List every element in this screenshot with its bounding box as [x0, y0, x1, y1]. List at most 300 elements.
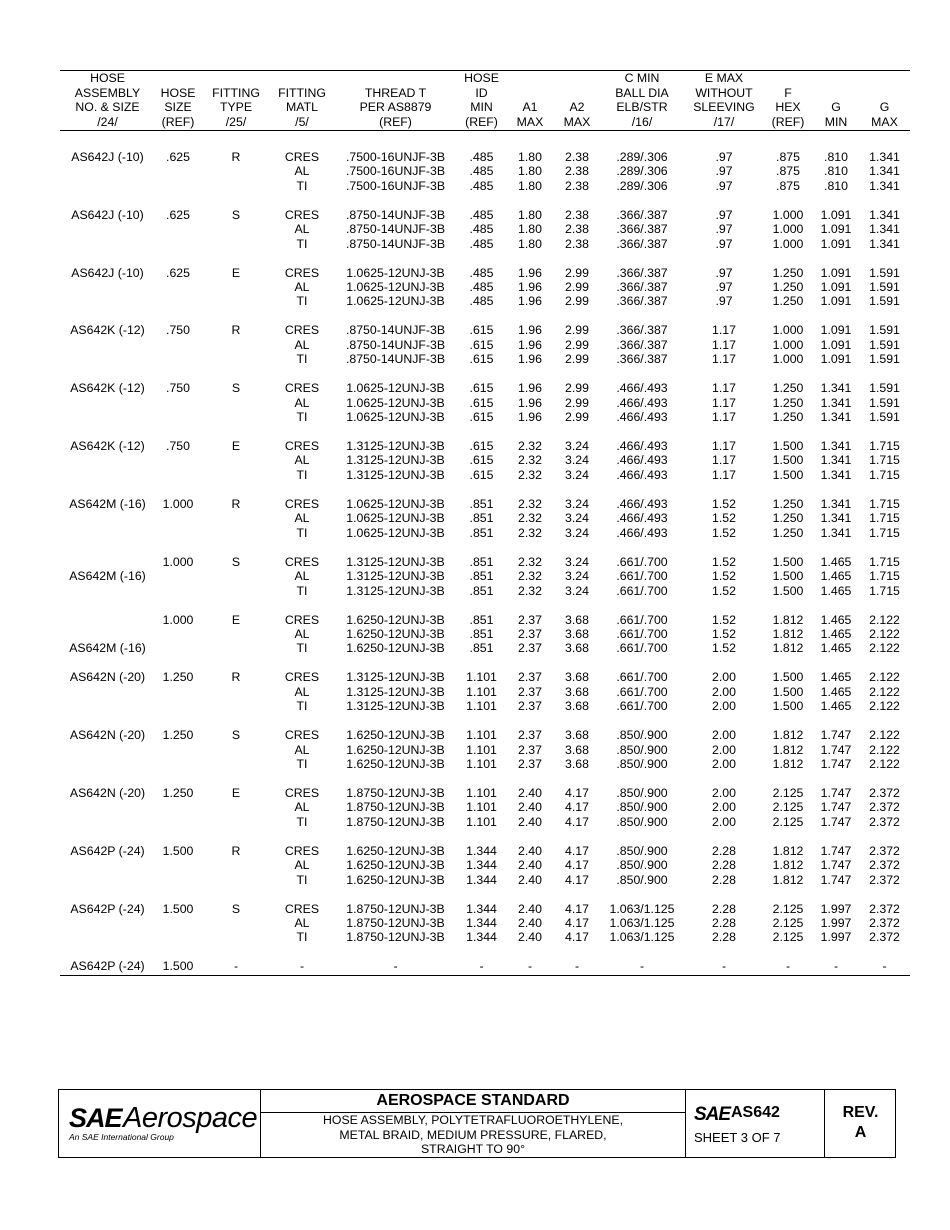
cell-fitting-matl: CRES — [284, 381, 320, 396]
cell-fitting-matl: AL — [294, 858, 310, 873]
cell-thread: 1.6250-12UNJ-3B — [346, 872, 445, 887]
cell-hose-id: 1.101 — [466, 785, 497, 800]
cell-hose-id: .851 — [469, 569, 494, 584]
cell-a1-max: - — [505, 945, 555, 976]
sae-logo: SAE — [69, 1103, 122, 1133]
cell-a1-max: 2.40 — [518, 872, 542, 887]
cell-fitting-matl: TI — [296, 467, 308, 482]
cell-c-min: .466/.493 — [616, 467, 668, 482]
cell-a1-max: 1.96 — [518, 410, 542, 425]
cell-hose-size — [155, 352, 201, 366]
sae-small-logo: SAE — [694, 1104, 731, 1125]
cell-c-min: .661/.700 — [616, 670, 668, 685]
logo-cell — [59, 1090, 261, 1157]
row-group — [60, 309, 910, 367]
cell-assembly — [60, 410, 155, 424]
cell-f-hex: 1.500 — [772, 583, 804, 598]
cell-fitting-matl: TI — [296, 872, 308, 887]
cell-g-max: 1.715 — [869, 453, 900, 468]
cell-e-max: .97 — [715, 294, 733, 309]
cell-a2-max: 3.24 — [565, 511, 589, 526]
cell-g-min: 1.747 — [820, 858, 852, 873]
cell-thread: .7500-16UNJF-3B — [345, 164, 446, 179]
cell-g-min: 1.465 — [820, 626, 852, 641]
cell-g-min: 1.747 — [820, 843, 852, 858]
table-row — [60, 627, 910, 641]
cell-a2-max: 3.68 — [565, 742, 589, 757]
cell-a1-max: 2.32 — [518, 554, 542, 569]
cell-hose-id: 1.101 — [466, 814, 497, 829]
row-group — [60, 714, 910, 772]
cell-g-max: 1.715 — [869, 496, 900, 511]
cell-c-min: 1.063/1.125 — [609, 901, 675, 916]
sheet-label: SHEET — [694, 1130, 738, 1145]
column-header-assembly: HOSE ASSEMBLY NO. & SIZE /24/ — [60, 71, 155, 131]
cell-f-hex: 2.125 — [772, 930, 804, 945]
cell-g-max: 1.341 — [869, 178, 900, 193]
cell-f-hex: 1.812 — [772, 872, 804, 887]
cell-assembly: AS642K (-12) — [70, 381, 145, 396]
cell-a1-max: 2.32 — [518, 525, 542, 540]
sheet-current: 3 — [740, 1130, 748, 1145]
cell-hose-size — [155, 757, 201, 771]
cell-fitting-matl: CRES — [284, 265, 320, 280]
cell-g-max: 1.341 — [869, 236, 900, 251]
cell-c-min: .366/.387 — [616, 265, 668, 280]
cell-f-hex: 1.500 — [772, 684, 804, 699]
cell-g-max: 2.122 — [869, 756, 900, 771]
cell-fitting-matl: AL — [294, 222, 310, 237]
column-header-c-min: C MIN BALL DIA ELB/STR /16/ — [599, 71, 685, 131]
cell-g-max: 2.372 — [869, 814, 900, 829]
cell-hose-id: .615 — [469, 323, 494, 338]
cell-hose-size: .750 — [166, 439, 190, 454]
table-row — [60, 396, 910, 410]
table-row — [60, 815, 910, 829]
cell-thread: 1.0625-12UNJ-3B — [346, 496, 445, 511]
cell-a2-max: 2.99 — [565, 280, 589, 295]
cell-e-max: .97 — [715, 178, 733, 193]
row-group — [60, 656, 910, 714]
cell-f-hex: 1.250 — [772, 410, 804, 425]
cell-assembly — [60, 453, 155, 467]
cell-g-max: 1.715 — [869, 554, 900, 569]
cell-e-max: 1.52 — [712, 511, 736, 526]
description-line-1: HOSE ASSEMBLY, POLYTETRAFLUOROETHYLENE, — [323, 1113, 623, 1127]
cell-fitting-matl: CRES — [284, 150, 320, 164]
cell-assembly — [60, 757, 155, 771]
cell-hose-size — [155, 699, 201, 713]
column-header-hose-size: HOSE SIZE (REF) — [155, 71, 201, 131]
cell-thread: 1.3125-12UNJ-3B — [346, 569, 445, 584]
cell-fitting-type — [201, 584, 271, 598]
cell-thread: 1.6250-12UNJ-3B — [346, 858, 445, 873]
cell-hose-id: - — [458, 945, 505, 976]
cell-g-max: 1.715 — [869, 467, 900, 482]
standard-cell — [261, 1090, 686, 1157]
cell-c-min: .850/.900 — [616, 800, 668, 815]
cell-a2-max: 3.24 — [565, 554, 589, 569]
cell-g-max: 1.591 — [869, 395, 900, 410]
cell-g-min: 1.341 — [820, 410, 852, 425]
cell-c-min: .850/.900 — [616, 785, 668, 800]
cell-fitting-type — [201, 179, 271, 193]
row-group — [60, 887, 910, 945]
cell-g-min: 1.997 — [820, 901, 852, 916]
cell-a2-max: 4.17 — [565, 800, 589, 815]
document-number-cell — [686, 1090, 825, 1157]
cell-f-hex: 1.000 — [772, 207, 804, 222]
cell-a2-max: 3.24 — [565, 467, 589, 482]
cell-thread: .8750-14UNJF-3B — [345, 323, 446, 338]
table-row — [60, 916, 910, 930]
cell-a1-max: 2.40 — [518, 930, 542, 945]
cell-f-hex: - — [763, 945, 813, 976]
cell-g-max: 2.122 — [869, 728, 900, 743]
cell-assembly — [60, 294, 155, 308]
cell-hose-size: .750 — [166, 381, 190, 396]
table-row — [60, 424, 910, 453]
cell-fitting-type — [201, 800, 271, 814]
cell-a2-max: 4.17 — [565, 843, 589, 858]
cell-fitting-type — [201, 627, 271, 641]
cell-fitting-matl: AL — [294, 164, 310, 179]
cell-a1-max: 2.40 — [518, 901, 542, 916]
table-row — [60, 656, 910, 685]
cell-assembly — [60, 396, 155, 410]
cell-g-min: 1.997 — [820, 915, 852, 930]
cell-thread: 1.3125-12UNJ-3B — [346, 467, 445, 482]
cell-a1-max: 2.32 — [518, 467, 542, 482]
cell-hose-size — [155, 873, 201, 887]
cell-c-min: .661/.700 — [616, 699, 668, 714]
cell-c-min: .850/.900 — [616, 858, 668, 873]
cell-g-min: 1.091 — [820, 207, 852, 222]
cell-hose-size — [155, 584, 201, 598]
cell-hose-size — [155, 526, 201, 540]
table-row — [60, 569, 910, 583]
cell-a1-max: 1.96 — [518, 337, 542, 352]
cell-fitting-type — [201, 685, 271, 699]
cell-thread: 1.0625-12UNJ-3B — [346, 381, 445, 396]
cell-g-min: .810 — [824, 178, 848, 193]
cell-g-min: 1.747 — [820, 756, 852, 771]
cell-g-max: 1.591 — [869, 352, 900, 367]
cell-g-min: 1.747 — [820, 814, 852, 829]
cell-hose-id: .851 — [469, 496, 494, 511]
row-group — [60, 945, 910, 976]
cell-assembly — [60, 584, 155, 598]
cell-hose-size — [155, 164, 201, 178]
cell-c-min: .366/.387 — [616, 294, 668, 309]
cell-a2-max: 4.17 — [565, 814, 589, 829]
cell-fitting-type — [201, 222, 271, 236]
cell-assembly: AS642M (-16) — [69, 496, 146, 511]
cell-fitting-matl: AL — [294, 395, 310, 410]
row-group — [60, 598, 910, 656]
description-line-2: METAL BRAID, MEDIUM PRESSURE, FLARED, — [339, 1127, 607, 1142]
cell-thread: 1.8750-12UNJ-3B — [346, 785, 445, 800]
cell-f-hex: .875 — [776, 164, 800, 179]
cell-fitting-type — [201, 511, 271, 525]
cell-f-hex: 1.250 — [772, 265, 804, 280]
cell-e-max: 2.00 — [712, 728, 736, 743]
cell-fitting-matl: TI — [296, 699, 308, 714]
standard-description — [261, 1113, 685, 1157]
column-header-fitting-matl: FITTING MATL /5/ — [271, 71, 333, 131]
cell-e-max: .97 — [715, 265, 733, 280]
cell-fitting-type: S — [231, 728, 241, 743]
cell-c-min: - — [599, 945, 685, 976]
cell-e-max: 2.28 — [712, 872, 736, 887]
cell-e-max: 1.52 — [712, 496, 736, 511]
cell-hose-size: 1.250 — [162, 670, 194, 685]
row-group — [60, 367, 910, 425]
cell-fitting-type: E — [231, 439, 241, 454]
aerospace-logo-text: Aerospace — [123, 1102, 258, 1134]
cell-a2-max: 4.17 — [565, 930, 589, 945]
cell-a1-max: 2.32 — [518, 583, 542, 598]
cell-fitting-matl: TI — [296, 410, 308, 425]
cell-a2-max: 2.99 — [565, 352, 589, 367]
cell-hose-size: .750 — [166, 323, 190, 338]
cell-fitting-matl: CRES — [284, 785, 320, 800]
cell-hose-size — [155, 800, 201, 814]
cell-fitting-matl: TI — [296, 930, 308, 945]
cell-hose-size: 1.500 — [162, 843, 194, 858]
cell-g-min: 1.091 — [820, 352, 852, 367]
cell-hose-size — [155, 237, 201, 251]
cell-thread: .7500-16UNJF-3B — [345, 178, 446, 193]
cell-thread: 1.0625-12UNJ-3B — [346, 395, 445, 410]
cell-a1-max: 2.40 — [518, 785, 542, 800]
cell-hose-id: .615 — [469, 453, 494, 468]
cell-thread: 1.8750-12UNJ-3B — [346, 930, 445, 945]
cell-f-hex: 1.250 — [772, 280, 804, 295]
cell-fitting-type — [201, 743, 271, 757]
cell-g-max: 1.591 — [869, 337, 900, 352]
cell-a1-max: 2.37 — [518, 641, 542, 656]
cell-fitting-type: R — [231, 323, 241, 338]
cell-a2-max: 4.17 — [565, 872, 589, 887]
cell-hose-id: .615 — [469, 381, 494, 396]
cell-fitting-matl: CRES — [284, 496, 320, 511]
cell-fitting-type — [201, 916, 271, 930]
cell-e-max: 1.17 — [712, 323, 736, 338]
cell-fitting-type — [201, 237, 271, 251]
cell-fitting-type: - — [201, 945, 271, 976]
cell-a2-max: 2.99 — [565, 410, 589, 425]
cell-fitting-matl: TI — [296, 236, 308, 251]
table-row — [60, 468, 910, 482]
table-row — [60, 598, 910, 627]
cell-hose-size: 1.000 — [162, 612, 194, 627]
cell-hose-size — [155, 916, 201, 930]
cell-c-min: .466/.493 — [616, 395, 668, 410]
cell-a1-max: 1.96 — [518, 395, 542, 410]
cell-assembly: AS642M (-16) — [69, 569, 146, 584]
cell-a2-max: 2.38 — [565, 207, 589, 222]
cell-fitting-matl: TI — [296, 814, 308, 829]
cell-a2-max: 2.99 — [565, 265, 589, 280]
cell-a2-max: 3.24 — [565, 525, 589, 540]
cell-hose-size — [155, 453, 201, 467]
cell-hose-size — [155, 930, 201, 944]
cell-a2-max: 2.38 — [565, 164, 589, 179]
cell-g-max: 2.372 — [869, 930, 900, 945]
cell-assembly: AS642J (-10) — [71, 265, 144, 280]
cell-g-min: 1.091 — [820, 236, 852, 251]
cell-assembly — [60, 540, 155, 569]
cell-c-min: .289/.306 — [616, 178, 668, 193]
cell-e-max: 2.00 — [712, 670, 736, 685]
cell-thread: 1.6250-12UNJ-3B — [346, 612, 445, 627]
cell-thread: .8750-14UNJF-3B — [345, 207, 446, 222]
cell-thread: 1.3125-12UNJ-3B — [346, 670, 445, 685]
table-row — [60, 641, 910, 655]
cell-assembly: AS642M (-16) — [69, 641, 146, 656]
cell-c-min: .366/.387 — [616, 207, 668, 222]
cell-fitting-matl: CRES — [284, 612, 320, 627]
cell-c-min: .466/.493 — [616, 381, 668, 396]
cell-g-min: 1.091 — [820, 265, 852, 280]
cell-e-max: 1.17 — [712, 381, 736, 396]
cell-hose-size: 1.500 — [162, 901, 194, 916]
cell-fitting-matl: TI — [296, 352, 308, 367]
cell-a2-max: 4.17 — [565, 915, 589, 930]
cell-fitting-matl: CRES — [284, 901, 320, 916]
cell-hose-id: .851 — [469, 511, 494, 526]
cell-g-min: 1.341 — [820, 525, 852, 540]
row-group — [60, 540, 910, 598]
document-number: AS642 — [731, 1104, 780, 1121]
header-row — [60, 71, 910, 131]
cell-hose-id: 1.344 — [466, 872, 497, 887]
cell-g-max: 2.372 — [869, 858, 900, 873]
column-header-hose-id: HOSE ID MIN (REF) — [458, 71, 505, 131]
cell-g-max: 1.341 — [869, 150, 900, 164]
cell-a2-max: 2.99 — [565, 381, 589, 396]
cell-fitting-type — [201, 930, 271, 944]
table-row — [60, 584, 910, 598]
cell-c-min: .366/.387 — [616, 337, 668, 352]
cell-g-min: 1.747 — [820, 728, 852, 743]
cell-e-max: 1.52 — [712, 554, 736, 569]
row-group — [60, 482, 910, 540]
cell-f-hex: 1.500 — [772, 670, 804, 685]
cell-assembly: AS642J (-10) — [71, 150, 144, 164]
cell-c-min: .466/.493 — [616, 511, 668, 526]
cell-f-hex: 1.500 — [772, 554, 804, 569]
cell-thread: 1.3125-12UNJ-3B — [346, 439, 445, 454]
cell-thread: 1.6250-12UNJ-3B — [346, 728, 445, 743]
cell-fitting-matl: AL — [294, 337, 310, 352]
row-group — [60, 829, 910, 887]
table-row — [60, 873, 910, 887]
cell-fitting-matl: CRES — [284, 728, 320, 743]
cell-a1-max: 1.96 — [518, 294, 542, 309]
cell-g-max: - — [859, 945, 910, 976]
cell-a2-max: 3.24 — [565, 569, 589, 584]
cell-f-hex: 1.500 — [772, 439, 804, 454]
cell-c-min: .466/.493 — [616, 525, 668, 540]
cell-a1-max: 2.37 — [518, 728, 542, 743]
cell-e-max: .97 — [715, 150, 733, 164]
cell-g-max: 1.591 — [869, 294, 900, 309]
cell-a1-max: 2.40 — [518, 843, 542, 858]
cell-assembly — [60, 164, 155, 178]
cell-a2-max: 3.24 — [565, 439, 589, 454]
cell-e-max: 1.17 — [712, 410, 736, 425]
cell-e-max: 1.52 — [712, 641, 736, 656]
cell-e-max: 1.52 — [712, 525, 736, 540]
cell-fitting-matl: AL — [294, 915, 310, 930]
column-header-g-min: G MIN — [813, 71, 859, 131]
cell-f-hex: 1.500 — [772, 467, 804, 482]
cell-fitting-type — [201, 338, 271, 352]
cell-assembly — [60, 873, 155, 887]
cell-e-max: 2.00 — [712, 756, 736, 771]
table-row — [60, 367, 910, 396]
cell-fitting-matl: CRES — [284, 554, 320, 569]
cell-g-min: 1.091 — [820, 294, 852, 309]
table-row — [60, 453, 910, 467]
cell-assembly: AS642N (-20) — [69, 728, 146, 743]
cell-assembly — [60, 179, 155, 193]
table-row — [60, 945, 910, 976]
cell-hose-id: .485 — [469, 294, 494, 309]
table-row — [60, 222, 910, 236]
cell-fitting-type: R — [231, 496, 241, 511]
table-row — [60, 131, 910, 165]
cell-hose-id: 1.101 — [466, 800, 497, 815]
table-row — [60, 410, 910, 424]
cell-fitting-type — [201, 526, 271, 540]
cell-a2-max: 2.38 — [565, 150, 589, 164]
cell-hose-size: 1.250 — [162, 728, 194, 743]
cell-c-min: .466/.493 — [616, 439, 668, 454]
cell-f-hex: 1.812 — [772, 742, 804, 757]
cell-assembly: AS642P (-24) — [70, 901, 145, 916]
cell-hose-id: .615 — [469, 467, 494, 482]
cell-g-max: 1.715 — [869, 525, 900, 540]
cell-e-max: 2.00 — [712, 785, 736, 800]
cell-g-max: 1.591 — [869, 280, 900, 295]
cell-hose-size — [155, 294, 201, 308]
cell-a1-max: 1.96 — [518, 265, 542, 280]
cell-g-max: 2.372 — [869, 843, 900, 858]
sheet-of: OF — [751, 1130, 770, 1145]
cell-fitting-type: R — [231, 843, 241, 858]
cell-hose-id: .615 — [469, 395, 494, 410]
cell-g-max: 1.591 — [869, 323, 900, 338]
cell-thread: 1.3125-12UNJ-3B — [346, 453, 445, 468]
cell-f-hex: .875 — [776, 178, 800, 193]
cell-a2-max: 2.38 — [565, 236, 589, 251]
cell-c-min: .661/.700 — [616, 641, 668, 656]
cell-g-min: 1.091 — [820, 280, 852, 295]
cell-c-min: .661/.700 — [616, 684, 668, 699]
cell-assembly — [60, 743, 155, 757]
cell-assembly — [60, 815, 155, 829]
cell-fitting-type: S — [231, 381, 241, 396]
cell-hose-id: 1.344 — [466, 843, 497, 858]
cell-a2-max: 2.99 — [565, 395, 589, 410]
cell-g-min: 1.747 — [820, 742, 852, 757]
cell-c-min: .850/.900 — [616, 742, 668, 757]
cell-a1-max: 1.96 — [518, 352, 542, 367]
cell-hose-size — [155, 179, 201, 193]
